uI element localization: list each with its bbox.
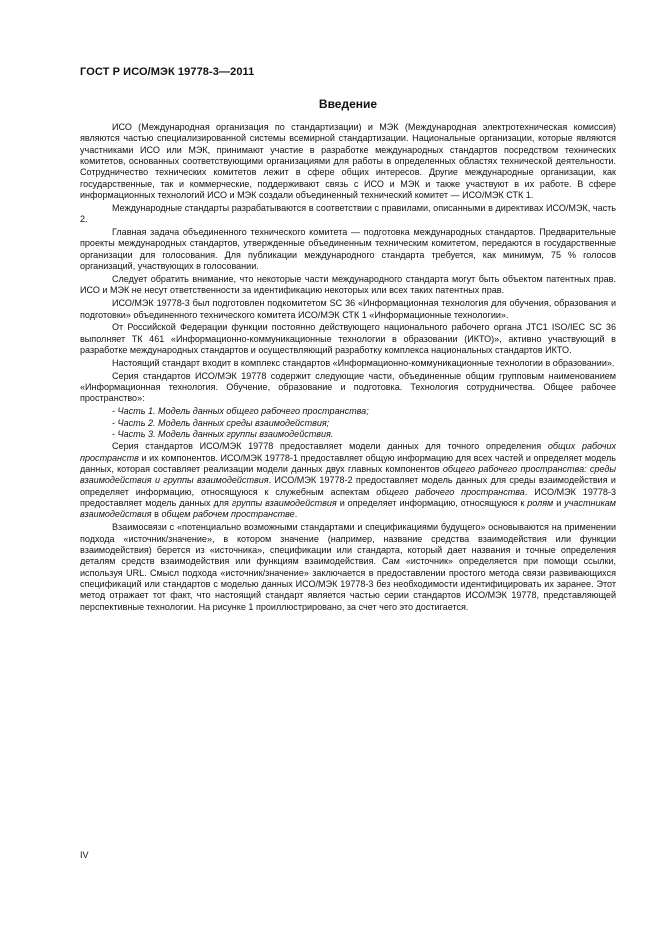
list-item-text: Часть 1. Модель данных общего рабочего пространства;: [117, 406, 369, 417]
emphasis-run: участникам взаимодействия: [80, 498, 616, 520]
emphasis-run: ролям: [527, 498, 554, 508]
text-run: и их компонентов. ИСО/МЭК 19778-1 предоставляет общую информацию для всех частей и определяет модель данных, которая составляет реализации модели данных двух главных компонентов: [80, 452, 616, 474]
list-item: - Часть 2. Модель данных среды взаимодействия;: [112, 417, 330, 428]
text-run: и: [553, 498, 565, 508]
list-item: - Часть 3. Модель данных группы взаимодействия.: [112, 428, 334, 439]
paragraph-prepared-by: ИСО/МЭК 19778-3 был подготовлен подкомитетом SC 36 «Информационная технология для обучения, образования и подготовки» объединенного технического комитета ИСО/МЭК СТК 1 «Информационные технологии».: [80, 298, 616, 320]
paragraph-iso-iec-overview: ИСО (Международная организация по стандартизации) и МЭК (Международная электротехническая комиссия) являются частью специализированной системы всемирной стандартизации. Национальные организации, которые являются участниками ИСО или МЭК, принимают участие в разработке международных стандартов посредством технических комитетов, основанных соответствующими организациями для работы в определенных областях технической деятельности. Сотрудничество технических комитетов лежит в сфере общих интересов. Другие международные организации, как государственные, так и коммерческие, поддерживают связь с ИСО и МЭК и также участвуют в их работе. В сфере информационных технологий ИСО и МЭК создали объединенный технический комитет — ИСО/МЭК СТК 1.: [80, 122, 616, 201]
parts-list: [80, 406, 616, 440]
text-run: и определяет информацию, относящуюся к: [336, 498, 528, 508]
emphasis-run: группы взаимодействия: [231, 498, 337, 508]
paragraph-directives: Международные стандарты разрабатываются в соответствии с правилами, описанными в директивах ИСО/МЭК, часть 2.: [80, 202, 616, 225]
section-title: Введение: [318, 97, 378, 111]
text-run: Серия стандартов ИСО/МЭК 19778 предоставляет модели данных для точного определения: [112, 441, 548, 452]
emphasis-run: общем рабочем пространстве: [161, 509, 295, 520]
emphasis-run: общего рабочего пространства: среды взаимодействия и группы взаимодействия: [80, 463, 616, 486]
paragraph-data-models: [80, 441, 616, 520]
emphasis-run: общих рабочих пространств: [80, 441, 617, 463]
paragraph-series-parts: Серия стандартов ИСО/МЭК 19778 содержит следующие части, объединенные общим групповым наименованием «Информационная технология. Обучение, образование и подготовка. Технология сотрудничества. Общее рабочее пространство»:: [80, 370, 616, 404]
page-number: IV: [80, 850, 89, 860]
list-item: - Часть 1. Модель данных общего рабочего пространства;: [112, 406, 369, 417]
text-run: .: [294, 509, 298, 520]
body-text: [80, 122, 616, 614]
list-item-text: Часть 3. Модель данных группы взаимодействия.: [117, 428, 334, 439]
paragraph-complex-of-standards: Настоящий стандарт входит в комплекс стандартов «Информационно-коммуникационные технологии в образовании».: [112, 357, 615, 368]
document-header: ГОСТ Р ИСО/МЭК 19778-3—2011: [80, 66, 255, 78]
paragraph-russian-federation: От Российской Федерации функции постоянно действующего национального рабочего органа JTC1 ISO/IEC SC 36 выполняет ТК 461 «Информационно-коммуникационные технологии в образовании (ИКТО)», активно участвующий в разработке международных стандартов и осуществляющий разработку комплекса национальных стандартов ИКТО.: [80, 322, 616, 356]
text-run: в: [151, 509, 162, 520]
paragraph-patent-rights: Следует обратить внимание, что некоторые части международного стандарта могут быть объектом патентных прав. ИСО и МЭК не несут ответственности за идентификацию некоторых или всех таких патентных прав.: [80, 273, 616, 296]
paragraph-committee-task: Главная задача объединенного технического комитета — подготовка международных стандартов. Предварительные проекты международных стандартов, утвержденные объединенным техническим комитетом, передаются в государственные организации для голосования. Для публикации международного стандарта требуется, как минимум, 75 % голосов организаций, участвующих в голосовании.: [80, 227, 616, 272]
list-item-text: Часть 2. Модель данных среды взаимодействия;: [117, 417, 330, 428]
emphasis-run: общего рабочего пространства: [376, 486, 525, 497]
paragraph-source-value-approach: Взаимосвязи с «потенциально возможными стандартами и спецификациями будущего» основываются на применении подхода «источник/значение», в котором значение (например, название средства взаимодействия или функции взаимодействия) берется из «источника», спецификации или стандарта, который дает названия и точные определения деталям средств взаимодействия или функциям взаимодействия. Сам «источник» определяется при помощи ссылки, используя URL. Смысл подхода «источник/значение» заключается в предоставлении простого метода связи развивающихся спецификаций или стандартов с моделью данных ИСО/МЭК 19778-3 без необходимости идентифицировать их заранее. Этот метод отражает тот факт, что настоящий стандарт является частью серии стандартов ИСО/МЭК 19778, представляющей перспективные технологии. На рисунке 1 проиллюстрировано, за счет чего это достигается.: [80, 522, 616, 612]
text-run: . ИСО/МЭК 19778-3 предоставляет модель данных для: [80, 486, 616, 508]
text-run: . ИСО/МЭК 19778-2 предоставляет модель данных для среды взаимодействия и определяет информацию, относящуюся к служебным аспектам: [80, 475, 616, 497]
